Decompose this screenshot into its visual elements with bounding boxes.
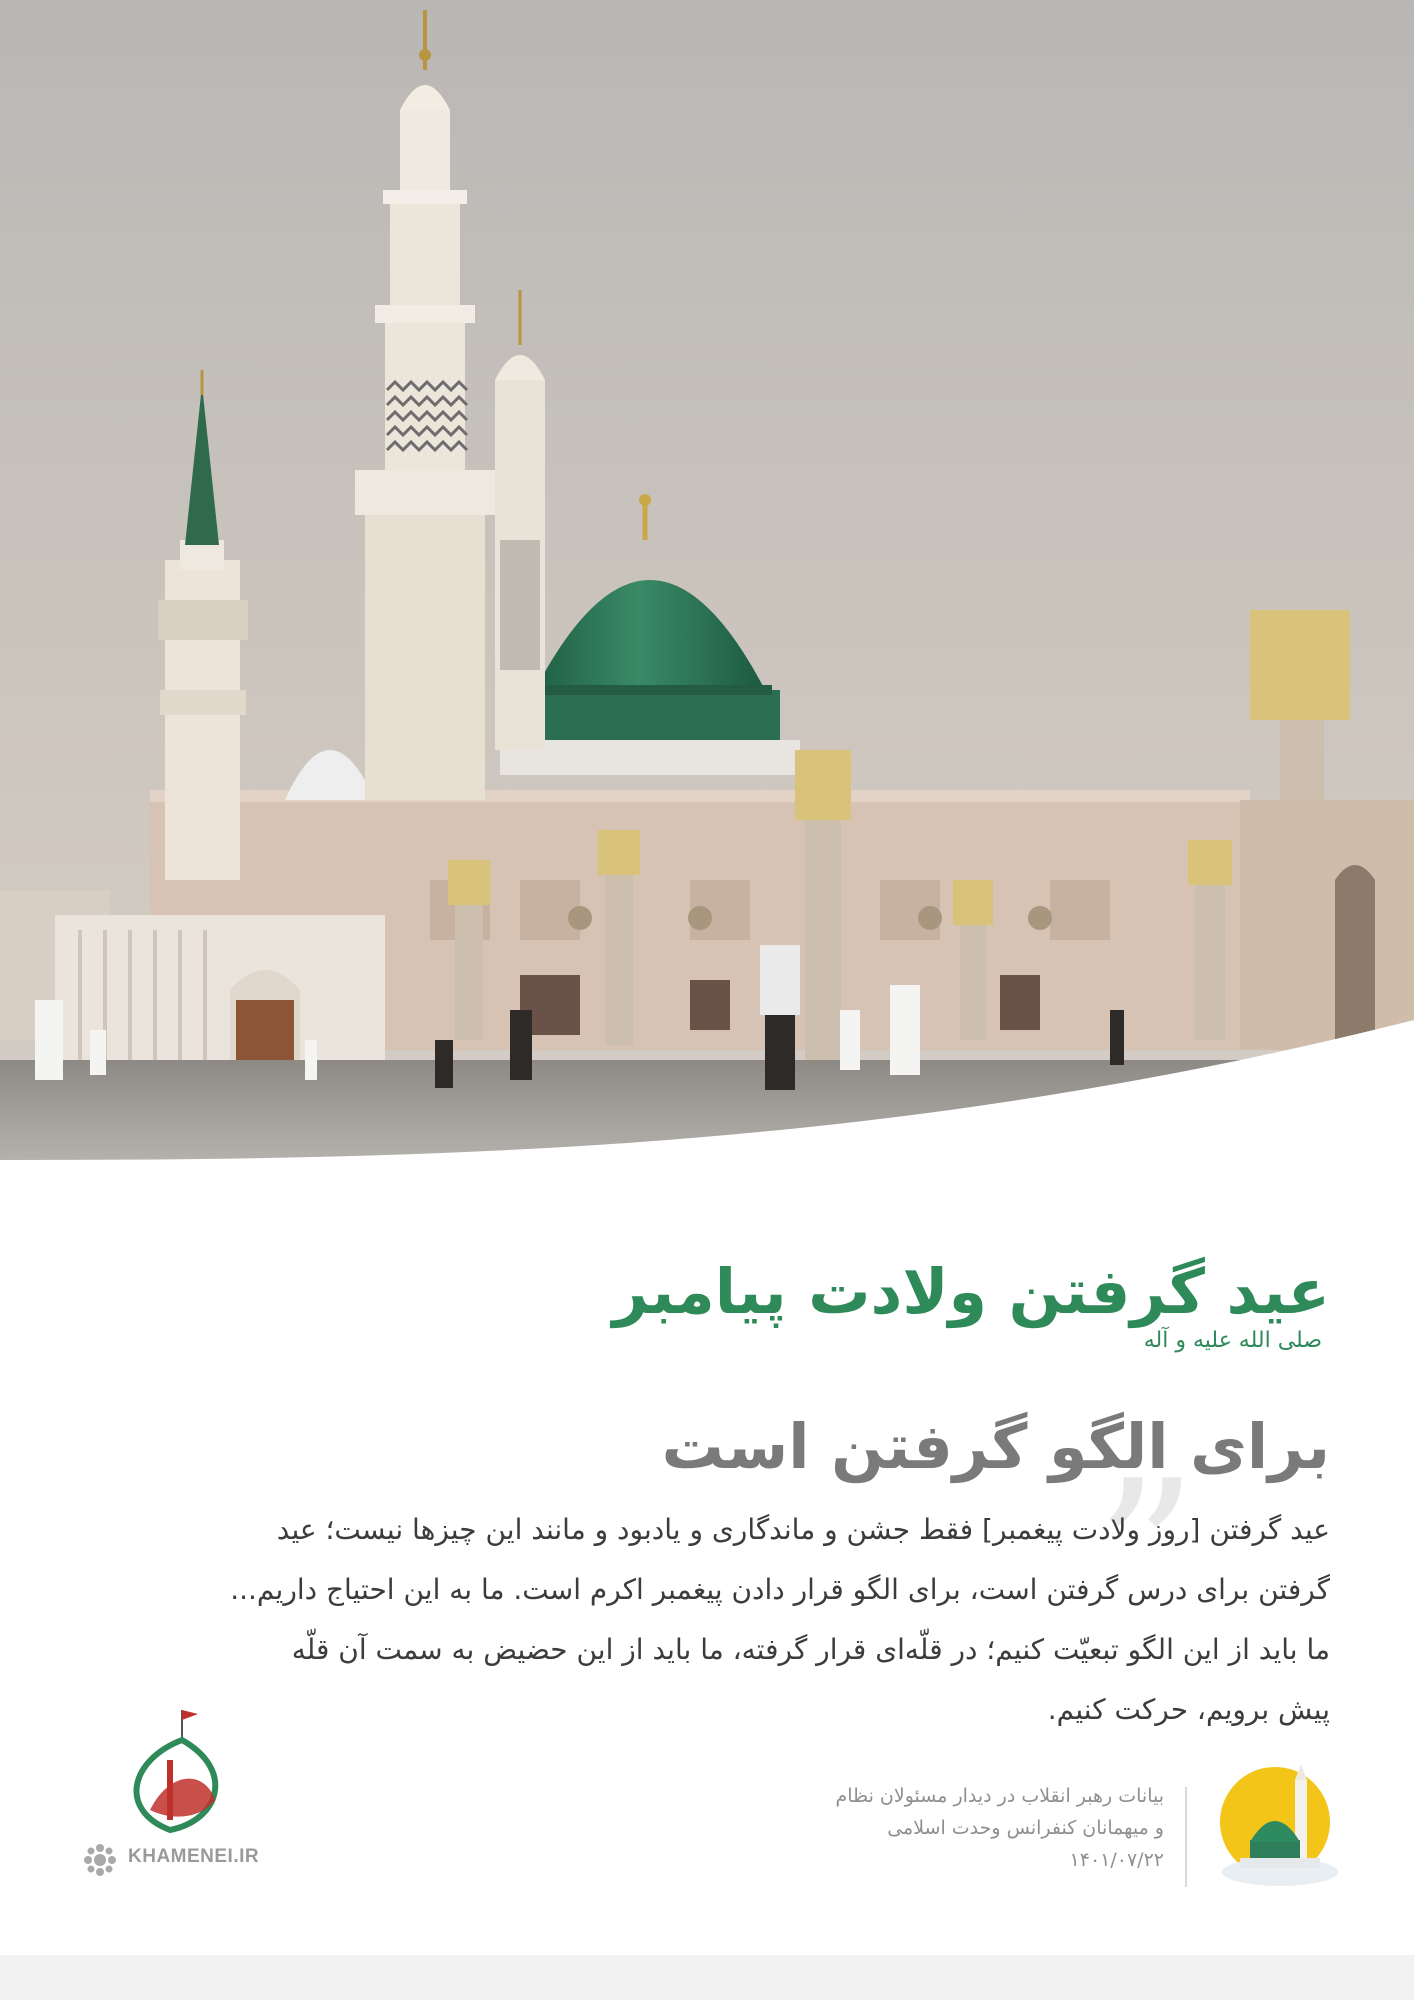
quote-mark-icon: ” (1095, 1438, 1198, 1671)
quote-line-3: ما باید از این الگو تبعیّت کنیم؛ در قلّه‌ای قرار گرفته، ما باید از این حضیض به سمت آن قلّه (291, 1633, 1330, 1666)
source-line-2: و میهمانان کنفرانس وحدت اسلامی (887, 1817, 1164, 1839)
source-line-1: بیانات رهبر انقلاب در دیدار مسئولان نظام (835, 1785, 1164, 1807)
quote-line-4: پیش برویم، حرکت کنیم. (1047, 1693, 1330, 1726)
quote-line-1: عید گرفتن [روز ولادت پیغمبر] فقط جشن و ماندگاری و یادبود و مانند این چیزها نیست؛ عید (276, 1513, 1330, 1546)
source-date: ۱۴۰۱/۰۷/۲۲ (1069, 1849, 1164, 1871)
prophet-mosque-badge-icon (1210, 1760, 1350, 1890)
headline-line-1 (430, 1255, 1330, 1404)
footer-divider (1185, 1787, 1187, 1887)
javan-ashourayi-logo (110, 1700, 250, 1840)
khamenei-site-name: KHAMENEI.IR (128, 1846, 260, 1867)
quote-line-2: گرفتن برای درس گرفتن است، برای الگو قرار دادن پیغمبر اکرم است. ما به این احتیاج داریم... (230, 1573, 1330, 1606)
headline-line-1-text: عید گرفتن ولادت پیامبر (612, 1255, 1330, 1328)
headline-line-2: برای الگو گرفتن است (661, 1409, 1330, 1483)
honorific-calligraphy: صلی الله علیه و آله (1143, 1328, 1322, 1354)
bottom-band (0, 1955, 1414, 2000)
source-info (644, 1780, 1164, 1876)
quote-text (80, 1500, 1330, 1740)
